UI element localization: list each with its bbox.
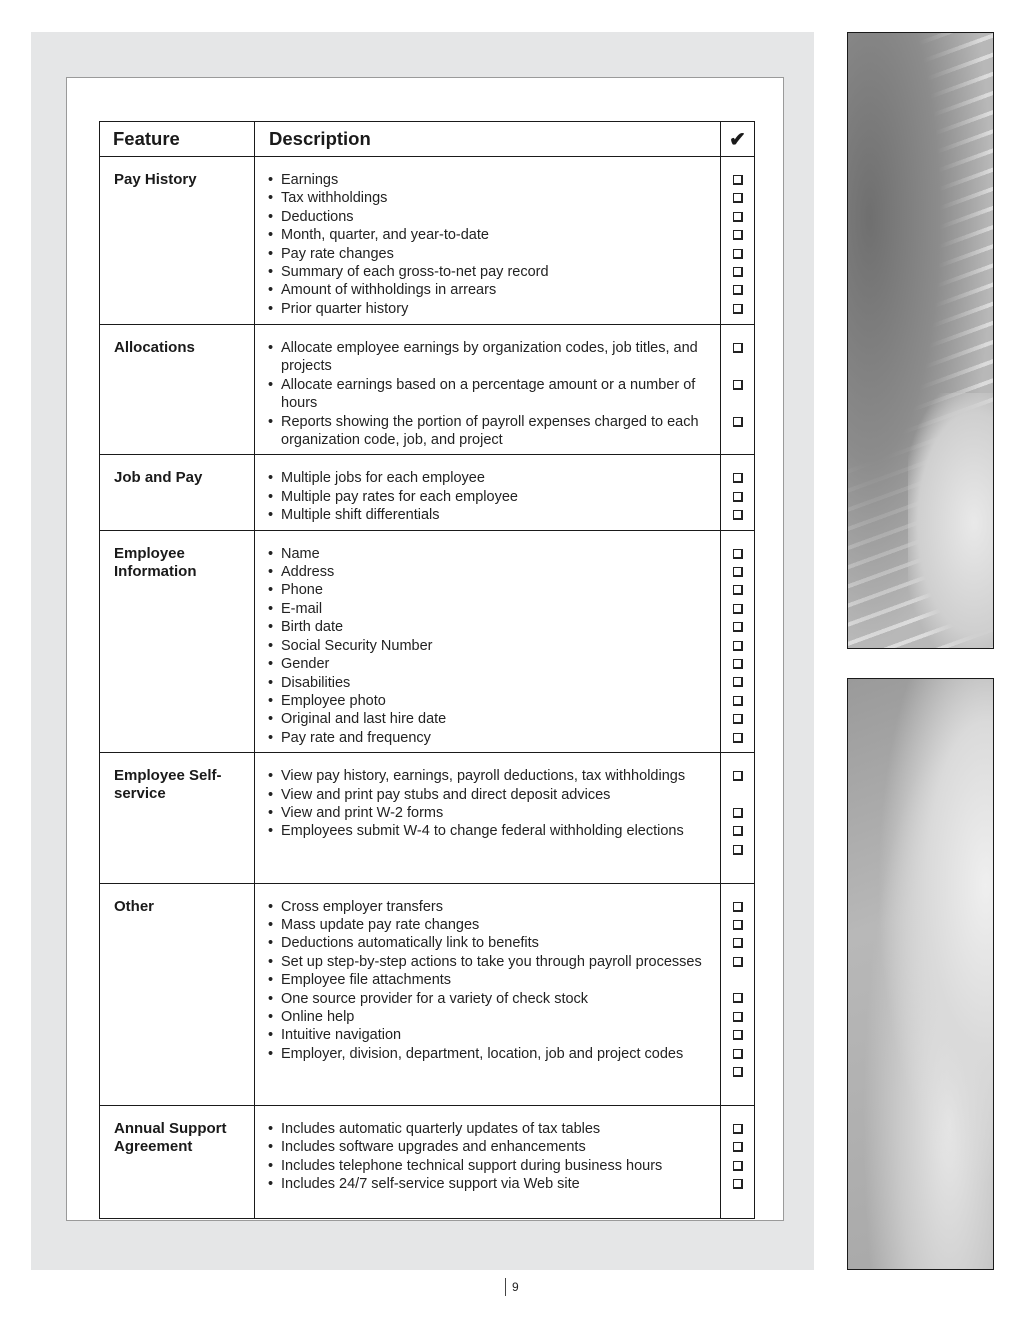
- list-item: • Summary of each gross-to-net pay record: [267, 263, 712, 281]
- checkbox-slot: [733, 488, 743, 506]
- list-item: • Multiple jobs for each employee: [267, 469, 712, 487]
- list-item: • Multiple pay rates for each employee: [267, 488, 712, 506]
- checkbox-column: [721, 469, 754, 524]
- feature-name: Employee Information: [100, 530, 255, 752]
- list-item: • Phone: [267, 581, 712, 599]
- checkbox-icon[interactable]: [733, 473, 743, 483]
- checkbox-icon[interactable]: [733, 510, 743, 520]
- checkbox-icon[interactable]: [733, 585, 743, 595]
- list-item: • Cross employer transfers: [267, 898, 712, 916]
- checkbox-slot: [733, 822, 743, 840]
- checkbox-slot: [733, 618, 743, 636]
- list-item: • Multiple shift differentials: [267, 506, 712, 524]
- checkbox-slot: [733, 469, 743, 487]
- checkbox-slot: [733, 171, 743, 189]
- checkbox-slot: [733, 1008, 743, 1026]
- list-item: • Deductions automatically link to benefits: [267, 934, 712, 952]
- list-item: • View and print pay stubs and direct deposit advices: [267, 786, 712, 804]
- checkbox-icon[interactable]: [733, 808, 743, 818]
- checkbox-column: [721, 171, 754, 318]
- checkbox-slot: [733, 545, 743, 563]
- checkbox-icon[interactable]: [733, 417, 743, 427]
- table-row: [100, 1105, 755, 1218]
- feature-column-header: Feature: [100, 122, 255, 157]
- list-item: • Employees submit W-4 to change federal withholding elections: [267, 822, 712, 840]
- feature-name: Pay History: [100, 157, 255, 325]
- feature-description: [255, 1105, 721, 1218]
- feature-table-body: [100, 157, 755, 1219]
- list-item: • View pay history, earnings, payroll deductions, tax withholdings: [267, 767, 712, 785]
- description-list: [267, 898, 712, 1064]
- list-item: • Gender: [267, 655, 712, 673]
- table-row: [100, 883, 755, 1105]
- checkbox-slot: [733, 729, 743, 747]
- list-item: • E-mail: [267, 600, 712, 618]
- checkbox-icon[interactable]: [733, 677, 743, 687]
- list-item: • Online help: [267, 1008, 712, 1026]
- checkbox-icon[interactable]: [733, 957, 743, 967]
- list-item: • Pay rate and frequency: [267, 729, 712, 747]
- checkbox-slot: [733, 953, 743, 990]
- checkbox-icon[interactable]: [733, 1030, 743, 1040]
- page-number: 9: [505, 1278, 519, 1296]
- feature-description: [255, 157, 721, 325]
- checkbox-icon[interactable]: [733, 193, 743, 203]
- table-row: [100, 157, 755, 325]
- woman-thinking-photo: [847, 678, 994, 1270]
- checkbox-cell: [721, 883, 755, 1105]
- checkbox-slot: [733, 189, 743, 207]
- checkbox-slot: [733, 563, 743, 581]
- checkbox-slot: [733, 989, 743, 1007]
- checkbox-icon[interactable]: [733, 212, 743, 222]
- list-item: • Employee photo: [267, 692, 712, 710]
- checkbox-icon[interactable]: [733, 567, 743, 577]
- checkbox-icon[interactable]: [733, 902, 743, 912]
- checkbox-slot: [733, 673, 743, 691]
- checkbox-cell: [721, 325, 755, 455]
- checkbox-slot: [733, 376, 743, 413]
- list-item: • Reports showing the portion of payroll expenses charged to each organization code, job, and project: [267, 413, 712, 450]
- list-item: • Month, quarter, and year-to-date: [267, 226, 712, 244]
- checkbox-cell: [721, 157, 755, 325]
- checkbox-slot: [733, 208, 743, 226]
- description-list: [267, 339, 712, 449]
- checkbox-slot: [733, 767, 743, 804]
- list-item: • Includes software upgrades and enhancements: [267, 1138, 712, 1156]
- checkbox-column: [721, 545, 754, 747]
- list-item: • Set up step-by-step actions to take you through payroll processes: [267, 953, 712, 971]
- checkbox-slot: [733, 655, 743, 673]
- checkbox-slot: [733, 1026, 743, 1044]
- feature-name: Job and Pay: [100, 455, 255, 530]
- checkbox-slot: [733, 581, 743, 599]
- checkbox-icon[interactable]: [733, 604, 743, 614]
- checkbox-slot: [733, 413, 743, 450]
- checkbox-icon[interactable]: [733, 920, 743, 930]
- feature-name: Employee Self-service: [100, 753, 255, 883]
- feature-name: Other: [100, 883, 255, 1105]
- checkbox-slot: [733, 934, 743, 952]
- checkbox-icon[interactable]: [733, 249, 743, 259]
- checkbox-slot: [733, 1138, 743, 1156]
- list-item: • Allocate employee earnings by organization codes, job titles, and projects: [267, 339, 712, 376]
- list-item: • Prior quarter history: [267, 300, 712, 318]
- checkmark-column-header-icon: ✔: [721, 122, 755, 157]
- list-item: • Employer, division, department, location, job and project codes: [267, 1045, 712, 1063]
- list-item: • One source provider for a variety of check stock: [267, 990, 712, 1008]
- table-row: [100, 455, 755, 530]
- list-item: • Earnings: [267, 171, 712, 189]
- checkbox-slot: [733, 916, 743, 934]
- checkbox-icon[interactable]: [733, 696, 743, 706]
- checkbox-icon[interactable]: [733, 1142, 743, 1152]
- checkbox-slot: [733, 300, 743, 318]
- feature-name: Allocations: [100, 325, 255, 455]
- feature-table: [99, 121, 755, 1219]
- list-item: • Name: [267, 545, 712, 563]
- table-header-row: [100, 122, 755, 157]
- checkbox-icon[interactable]: [733, 1049, 743, 1059]
- checkbox-icon[interactable]: [733, 343, 743, 353]
- checkbox-slot: [733, 245, 743, 263]
- checkbox-slot: [733, 1157, 743, 1175]
- checkbox-icon[interactable]: [733, 1067, 743, 1077]
- checkbox-icon[interactable]: [733, 622, 743, 632]
- checkbox-slot: [733, 841, 743, 878]
- checkbox-cell: [721, 753, 755, 883]
- list-item: • Mass update pay rate changes: [267, 916, 712, 934]
- feature-description: [255, 883, 721, 1105]
- checkbox-slot: [733, 804, 743, 822]
- feature-description: [255, 455, 721, 530]
- list-item: • Employee file attachments: [267, 971, 712, 989]
- checkbox-icon[interactable]: [733, 267, 743, 277]
- checkbox-icon[interactable]: [733, 938, 743, 948]
- checkbox-icon[interactable]: [733, 1161, 743, 1171]
- feature-name: Annual Support Agreement: [100, 1105, 255, 1218]
- checkbox-slot: [733, 692, 743, 710]
- checkbox-icon[interactable]: [733, 1012, 743, 1022]
- checkbox-slot: [733, 1175, 743, 1193]
- checkbox-icon[interactable]: [733, 1124, 743, 1134]
- checkbox-icon[interactable]: [733, 641, 743, 651]
- list-item: • Pay rate changes: [267, 245, 712, 263]
- description-list: [267, 469, 712, 524]
- checkbox-icon[interactable]: [733, 714, 743, 724]
- checkbox-cell: [721, 455, 755, 530]
- checkbox-column: [721, 339, 754, 449]
- list-item: • Amount of withholdings in arrears: [267, 281, 712, 299]
- checkbox-slot: [733, 1063, 743, 1100]
- list-item: • Deductions: [267, 208, 712, 226]
- checkbox-icon[interactable]: [733, 549, 743, 559]
- checkbox-slot: [733, 898, 743, 916]
- checkbox-slot: [733, 710, 743, 728]
- feature-description: [255, 753, 721, 883]
- feature-description: [255, 530, 721, 752]
- checkbox-column: [721, 898, 754, 1100]
- checkbox-icon[interactable]: [733, 175, 743, 185]
- checkbox-slot: [733, 506, 743, 524]
- checkbox-slot: [733, 600, 743, 618]
- description-column-header: Description: [255, 122, 721, 157]
- description-list: [267, 767, 712, 841]
- checkbox-slot: [733, 637, 743, 655]
- description-list: [267, 545, 712, 747]
- checkbox-icon[interactable]: [733, 826, 743, 836]
- list-item: • Allocate earnings based on a percentage amount or a number of hours: [267, 376, 712, 413]
- checkbox-icon[interactable]: [733, 771, 743, 781]
- checkbox-slot: [733, 226, 743, 244]
- checkbox-slot: [733, 1120, 743, 1138]
- checkbox-icon[interactable]: [733, 492, 743, 502]
- checkbox-icon[interactable]: [733, 1179, 743, 1189]
- list-item: • Intuitive navigation: [267, 1026, 712, 1044]
- checkbox-cell: [721, 530, 755, 752]
- list-item: • Address: [267, 563, 712, 581]
- checkbox-icon[interactable]: [733, 845, 743, 855]
- table-row: [100, 325, 755, 455]
- checkbox-column: [721, 1120, 754, 1194]
- list-item: • Includes automatic quarterly updates of tax tables: [267, 1120, 712, 1138]
- table-row: [100, 753, 755, 883]
- description-list: [267, 171, 712, 318]
- table-row: [100, 530, 755, 752]
- list-item: • Tax withholdings: [267, 189, 712, 207]
- checkbox-cell: [721, 1105, 755, 1218]
- list-item: • Birth date: [267, 618, 712, 636]
- list-item: • Social Security Number: [267, 637, 712, 655]
- keyboard-hand-photo: [847, 32, 994, 649]
- checkbox-icon[interactable]: [733, 733, 743, 743]
- checkbox-slot: [733, 281, 743, 299]
- checkbox-slot: [733, 339, 743, 376]
- list-item: • Original and last hire date: [267, 710, 712, 728]
- checkbox-icon[interactable]: [733, 380, 743, 390]
- checkbox-icon[interactable]: [733, 230, 743, 240]
- checkbox-icon[interactable]: [733, 993, 743, 1003]
- list-item: • Includes telephone technical support during business hours: [267, 1157, 712, 1175]
- checkbox-slot: [733, 263, 743, 281]
- list-item: • Includes 24/7 self-service support via Web site: [267, 1175, 712, 1193]
- description-list: [267, 1120, 712, 1194]
- feature-description: [255, 325, 721, 455]
- list-item: • Disabilities: [267, 674, 712, 692]
- checkbox-icon[interactable]: [733, 304, 743, 314]
- checkbox-icon[interactable]: [733, 285, 743, 295]
- checkbox-icon[interactable]: [733, 659, 743, 669]
- checkbox-slot: [733, 1045, 743, 1063]
- checkbox-column: [721, 767, 754, 877]
- list-item: • View and print W-2 forms: [267, 804, 712, 822]
